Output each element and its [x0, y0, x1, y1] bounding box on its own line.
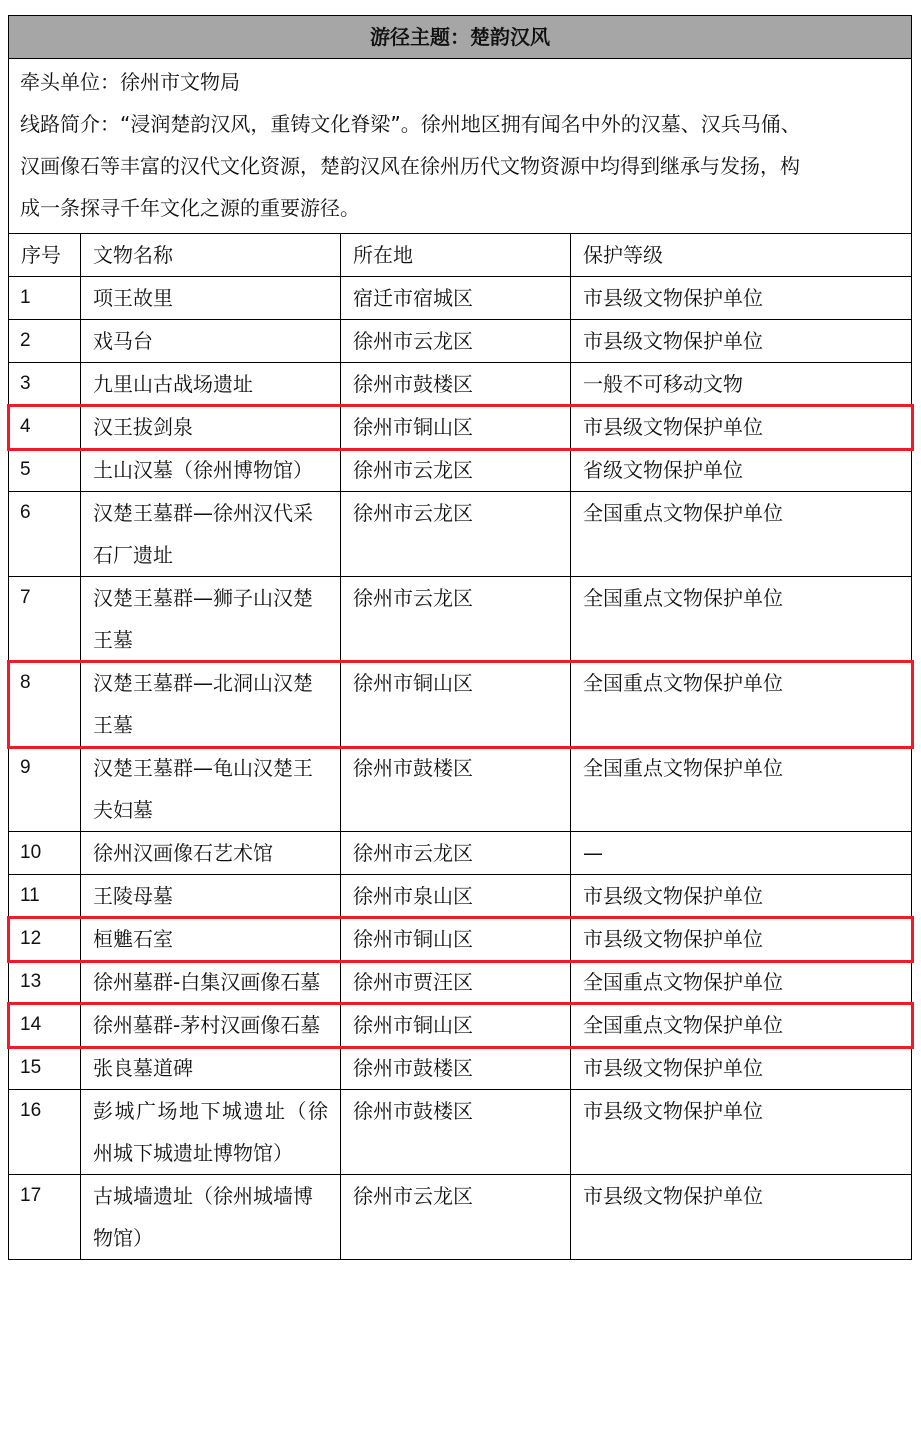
row-number: 10 [9, 832, 81, 875]
row-number: 12 [9, 918, 81, 961]
relic-location: 徐州市铜山区 [341, 406, 571, 449]
table-row [9, 875, 912, 918]
col-header-location: 所在地 [341, 234, 571, 277]
table-row [9, 406, 912, 449]
relic-name: 徐州汉画像石艺术馆 [81, 832, 341, 875]
relic-name: 汉楚王墓群—龟山汉楚王夫妇墓 [81, 747, 341, 832]
relic-name: 徐州墓群-白集汉画像石墓 [81, 961, 341, 1004]
protection-level: 一般不可移动文物 [571, 363, 912, 406]
relic-location: 徐州市云龙区 [341, 832, 571, 875]
table-row [9, 577, 912, 662]
table-row [9, 832, 912, 875]
row-number: 17 [9, 1175, 81, 1260]
relic-location: 徐州市泉山区 [341, 875, 571, 918]
relic-name: 张良墓道碑 [81, 1047, 341, 1090]
protection-level: 市县级文物保护单位 [571, 1090, 912, 1175]
protection-level: 市县级文物保护单位 [571, 875, 912, 918]
relic-name: 土山汉墓（徐州博物馆） [81, 449, 341, 492]
row-number: 5 [9, 449, 81, 492]
relic-name: 项王故里 [81, 277, 341, 320]
row-number: 15 [9, 1047, 81, 1090]
protection-level: 全国重点文物保护单位 [571, 1004, 912, 1047]
relic-location: 徐州市鼓楼区 [341, 747, 571, 832]
relic-location: 徐州市鼓楼区 [341, 1047, 571, 1090]
table-row [9, 662, 912, 747]
table-row [9, 1090, 912, 1175]
table-row [9, 1047, 912, 1090]
table-row [9, 961, 912, 1004]
protection-level: 全国重点文物保护单位 [571, 961, 912, 1004]
relic-name: 戏马台 [81, 320, 341, 363]
relic-location: 徐州市云龙区 [341, 449, 571, 492]
table-row [9, 363, 912, 406]
relic-location: 徐州市云龙区 [341, 1175, 571, 1260]
table-row [9, 747, 912, 832]
relic-location: 徐州市铜山区 [341, 918, 571, 961]
table-row [9, 1175, 912, 1260]
protection-level: 全国重点文物保护单位 [571, 747, 912, 832]
table-row [9, 918, 912, 961]
row-number: 7 [9, 577, 81, 662]
title-row [9, 16, 912, 59]
row-number: 1 [9, 277, 81, 320]
relic-name: 汉楚王墓群—徐州汉代采石厂遗址 [81, 492, 341, 577]
relic-name: 九里山古战场遗址 [81, 363, 341, 406]
relic-name: 桓魋石室 [81, 918, 341, 961]
protection-level: 省级文物保护单位 [571, 449, 912, 492]
theme-title: 游径主题：楚韵汉风 [9, 16, 912, 59]
table-row [9, 492, 912, 577]
protection-level: 市县级文物保护单位 [571, 1175, 912, 1260]
intro-line-1: 线路简介：“浸润楚韵汉风，重铸文化脊梁”。徐州地区拥有闻名中外的汉墓、汉兵马俑、 [20, 112, 801, 136]
relic-location: 宿迁市宿城区 [341, 277, 571, 320]
relic-location: 徐州市鼓楼区 [341, 1090, 571, 1175]
table-row [9, 449, 912, 492]
table-row [9, 320, 912, 363]
row-number: 11 [9, 875, 81, 918]
relic-location: 徐州市云龙区 [341, 577, 571, 662]
row-number: 6 [9, 492, 81, 577]
protection-level: 全国重点文物保护单位 [571, 577, 912, 662]
row-number: 14 [9, 1004, 81, 1047]
col-header-name: 文物名称 [81, 234, 341, 277]
heritage-route-table [8, 15, 912, 1260]
col-header-no: 序号 [9, 234, 81, 277]
relic-name: 汉楚王墓群—狮子山汉楚王墓 [81, 577, 341, 662]
relic-name: 王陵母墓 [81, 875, 341, 918]
relic-name: 汉楚王墓群—北洞山汉楚王墓 [81, 662, 341, 747]
relic-location: 徐州市云龙区 [341, 492, 571, 577]
relic-name: 徐州墓群-茅村汉画像石墓 [81, 1004, 341, 1047]
protection-level: 市县级文物保护单位 [571, 320, 912, 363]
protection-level: 全国重点文物保护单位 [571, 662, 912, 747]
row-number: 8 [9, 662, 81, 747]
relic-location: 徐州市铜山区 [341, 662, 571, 747]
relic-location: 徐州市云龙区 [341, 320, 571, 363]
relic-location: 徐州市铜山区 [341, 1004, 571, 1047]
relic-name: 汉王拔剑泉 [81, 406, 341, 449]
intro-line-3: 成一条探寻千年文化之源的重要游径。 [20, 196, 360, 220]
table-row [9, 277, 912, 320]
relic-location: 徐州市贾汪区 [341, 961, 571, 1004]
column-header-row [9, 234, 912, 277]
intro-cell [9, 59, 912, 234]
heritage-route-table-sheet [8, 15, 911, 1260]
row-number: 13 [9, 961, 81, 1004]
lead-unit: 牵头单位：徐州市文物局 [20, 70, 240, 94]
relic-name: 古城墙遗址（徐州城墙博物馆） [81, 1175, 341, 1260]
protection-level: 市县级文物保护单位 [571, 406, 912, 449]
intro-line-2: 汉画像石等丰富的汉代文化资源，楚韵汉风在徐州历代文物资源中均得到继承与发扬，构 [20, 154, 800, 178]
protection-level: 市县级文物保护单位 [571, 277, 912, 320]
protection-level: — [571, 832, 912, 875]
row-number: 16 [9, 1090, 81, 1175]
intro-row [9, 59, 912, 234]
row-number: 3 [9, 363, 81, 406]
relic-name: 彭城广场地下城遗址（徐州城下城遗址博物馆） [81, 1090, 341, 1175]
table-row [9, 1004, 912, 1047]
row-number: 4 [9, 406, 81, 449]
row-number: 9 [9, 747, 81, 832]
protection-level: 市县级文物保护单位 [571, 918, 912, 961]
relic-location: 徐州市鼓楼区 [341, 363, 571, 406]
row-number: 2 [9, 320, 81, 363]
protection-level: 市县级文物保护单位 [571, 1047, 912, 1090]
col-header-level: 保护等级 [571, 234, 912, 277]
protection-level: 全国重点文物保护单位 [571, 492, 912, 577]
